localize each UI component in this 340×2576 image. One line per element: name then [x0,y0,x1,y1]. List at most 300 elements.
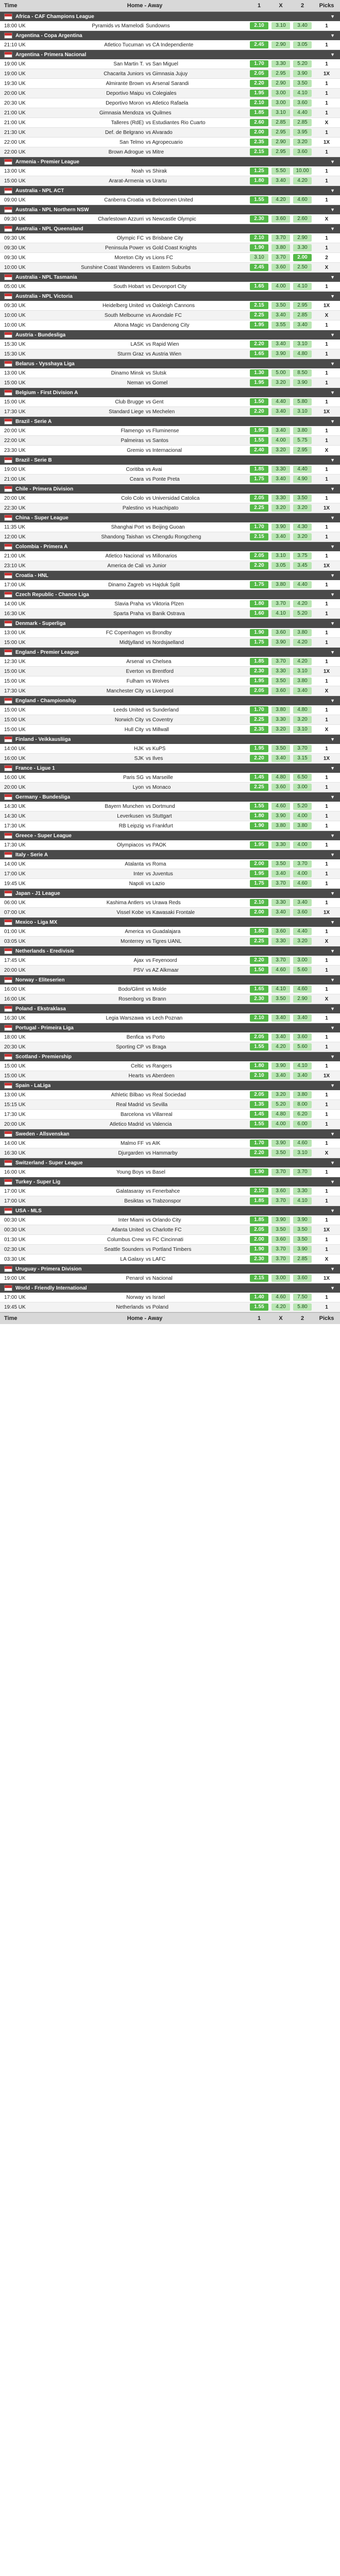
odd-x[interactable]: 3.50 [271,745,290,752]
odd-2[interactable]: 3.80 [293,677,312,685]
odd-2[interactable]: 4.00 [293,870,312,877]
odd-x[interactable]: 3.30 [271,60,290,67]
odd-x[interactable]: 3.30 [271,841,290,849]
match-row[interactable] [0,840,340,850]
match-teams[interactable] [41,1112,248,1117]
match-row[interactable] [0,1167,340,1177]
match-teams[interactable] [41,842,248,848]
match-row[interactable] [0,263,340,273]
match-row[interactable] [0,1042,340,1052]
expand-icon[interactable]: ▼ [330,188,335,193]
odd-2[interactable]: 4.10 [293,283,312,290]
odd-2[interactable]: 3.40 [293,321,312,329]
match-row[interactable] [0,821,340,831]
odd-2[interactable]: 3.80 [293,822,312,829]
match-teams[interactable] [41,727,248,733]
odd-2[interactable]: 3.90 [293,1246,312,1253]
match-teams[interactable] [41,100,248,106]
match-teams[interactable] [41,524,248,530]
match-row[interactable] [0,1255,340,1264]
odd-1[interactable]: 2.00 [250,909,268,916]
odd-2[interactable]: 3.60 [293,1275,312,1282]
expand-icon[interactable]: ▼ [330,457,335,463]
odd-x[interactable]: 3.20 [271,1091,290,1098]
expand-icon[interactable]: ▼ [330,515,335,520]
odd-2[interactable]: 5.20 [293,610,312,617]
odd-x[interactable]: 3.20 [271,726,290,733]
match-teams[interactable] [41,342,248,347]
odd-x[interactable]: 3.55 [271,321,290,329]
odd-x[interactable]: 3.70 [271,658,290,665]
odd-1[interactable]: 1.95 [250,745,268,752]
match-teams[interactable] [41,265,248,270]
match-row[interactable] [0,436,340,446]
odd-x[interactable]: 3.00 [271,1275,290,1282]
odd-2[interactable]: 3.20 [293,716,312,723]
match-row[interactable] [0,349,340,359]
match-teams[interactable] [41,23,248,29]
odd-1[interactable]: 2.00 [250,1236,268,1243]
odd-x[interactable]: 3.60 [271,629,290,636]
league-header[interactable] [0,273,340,282]
odd-2[interactable]: 2.95 [293,302,312,309]
odd-x[interactable]: 3.40 [271,341,290,348]
odd-2[interactable]: 4.60 [293,880,312,887]
league-header[interactable] [0,330,340,340]
match-teams[interactable] [41,313,248,318]
expand-icon[interactable]: ▼ [330,737,335,742]
odd-x[interactable]: 3.90 [271,1216,290,1224]
match-teams[interactable] [41,235,248,241]
match-row[interactable] [0,965,340,975]
match-row[interactable] [0,233,340,243]
odd-1[interactable]: 3.10 [250,254,268,261]
odd-x[interactable]: 3.40 [271,408,290,415]
expand-icon[interactable]: ▼ [330,1083,335,1088]
odd-x[interactable]: 3.60 [271,264,290,271]
match-row[interactable] [0,580,340,590]
match-row[interactable] [0,1196,340,1206]
odd-1[interactable]: 2.05 [250,1033,268,1041]
expand-icon[interactable]: ▼ [330,621,335,626]
match-teams[interactable] [41,216,248,222]
match-teams[interactable] [41,1044,248,1050]
odd-x[interactable]: 3.50 [271,677,290,685]
odd-x[interactable]: 3.70 [271,957,290,964]
odd-1[interactable]: 1.65 [250,986,268,993]
odd-1[interactable]: 1.95 [250,379,268,386]
odd-2[interactable]: 3.50 [293,495,312,502]
odd-x[interactable]: 3.50 [271,860,290,868]
odd-x[interactable]: 3.90 [271,1140,290,1147]
odd-1[interactable]: 2.20 [250,755,268,762]
odd-1[interactable]: 2.10 [250,1014,268,1022]
match-row[interactable] [0,1100,340,1110]
league-header[interactable] [0,946,340,956]
odd-x[interactable]: 4.60 [271,803,290,810]
match-teams[interactable] [41,1257,248,1262]
odd-1[interactable]: 2.20 [250,1149,268,1157]
odd-2[interactable]: 3.60 [293,148,312,156]
match-teams[interactable] [41,669,248,674]
match-row[interactable] [0,783,340,792]
match-row[interactable] [0,898,340,908]
match-teams[interactable] [41,448,248,453]
odd-1[interactable]: 1.45 [250,774,268,781]
expand-icon[interactable]: ▼ [330,852,335,857]
odd-x[interactable]: 3.40 [271,312,290,319]
odd-2[interactable]: 3.20 [293,938,312,945]
odd-x[interactable]: 2.95 [271,70,290,77]
odd-1[interactable]: 1.70 [250,523,268,531]
match-teams[interactable] [41,1035,248,1040]
odd-2[interactable]: 5.60 [293,1043,312,1050]
odd-1[interactable]: 1.55 [250,437,268,444]
match-teams[interactable] [41,428,248,434]
odd-1[interactable]: 2.10 [250,99,268,107]
odd-2[interactable]: 3.75 [293,552,312,560]
league-header[interactable] [0,31,340,40]
odd-x[interactable]: 2.95 [271,129,290,136]
league-header[interactable] [0,764,340,773]
match-row[interactable] [0,1187,340,1196]
league-header[interactable] [0,186,340,195]
match-teams[interactable] [41,1150,248,1156]
match-teams[interactable] [41,582,248,588]
odd-x[interactable]: 3.70 [271,600,290,607]
odd-1[interactable]: 1.90 [250,244,268,251]
match-row[interactable] [0,503,340,513]
odd-1[interactable]: 2.20 [250,341,268,348]
odd-x[interactable]: 4.60 [271,967,290,974]
odd-2[interactable]: 3.40 [293,899,312,906]
league-header[interactable] [0,648,340,657]
odd-x[interactable]: 4.00 [271,283,290,290]
odd-1[interactable]: 1.85 [250,1197,268,1205]
match-row[interactable] [0,994,340,1004]
match-row[interactable] [0,1235,340,1245]
match-row[interactable] [0,705,340,715]
odd-1[interactable]: 2.20 [250,562,268,569]
match-teams[interactable] [41,630,248,636]
match-teams[interactable] [41,351,248,357]
odd-1[interactable]: 1.90 [250,629,268,636]
match-row[interactable] [0,368,340,378]
odd-x[interactable]: 3.40 [271,177,290,184]
odd-1[interactable]: 1.65 [250,350,268,358]
match-teams[interactable] [41,1063,248,1069]
match-teams[interactable] [41,553,248,559]
expand-icon[interactable]: ▼ [330,977,335,982]
odd-1[interactable]: 1.75 [250,581,268,588]
match-teams[interactable] [41,168,248,174]
odd-1[interactable]: 2.30 [250,995,268,1003]
odd-2[interactable]: 3.10 [293,726,312,733]
league-header[interactable] [0,590,340,599]
odd-2[interactable]: 3.30 [293,1188,312,1195]
odd-1[interactable]: 2.35 [250,726,268,733]
expand-icon[interactable]: ▼ [330,1006,335,1011]
odd-2[interactable]: 3.95 [293,129,312,136]
odd-1[interactable]: 1.95 [250,841,268,849]
match-row[interactable] [0,811,340,821]
match-teams[interactable] [41,303,248,309]
match-row[interactable] [0,532,340,542]
expand-icon[interactable]: ▼ [330,794,335,800]
odd-2[interactable]: 2.90 [293,234,312,242]
match-row[interactable] [0,1120,340,1129]
expand-icon[interactable]: ▼ [330,33,335,38]
odd-2[interactable]: 2.50 [293,264,312,271]
odd-1[interactable]: 2.15 [250,1275,268,1282]
expand-icon[interactable]: ▼ [330,486,335,492]
odd-1[interactable]: 2.10 [250,899,268,906]
odd-1[interactable]: 2.00 [250,860,268,868]
league-header[interactable] [0,975,340,985]
odd-1[interactable]: 1.95 [250,90,268,97]
expand-icon[interactable]: ▼ [330,1025,335,1030]
match-teams[interactable] [41,1276,248,1281]
odd-1[interactable]: 2.10 [250,234,268,242]
match-row[interactable] [0,522,340,532]
match-row[interactable] [0,301,340,311]
match-row[interactable] [0,214,340,224]
odd-2[interactable]: 4.60 [293,986,312,993]
odd-x[interactable]: 3.40 [271,1014,290,1022]
league-header[interactable] [0,388,340,397]
match-teams[interactable] [41,679,248,684]
odd-x[interactable]: 3.40 [271,870,290,877]
odd-1[interactable]: 2.05 [250,495,268,502]
odd-2[interactable]: 4.40 [293,466,312,473]
odd-x[interactable]: 3.90 [271,523,290,531]
match-row[interactable] [0,638,340,648]
match-teams[interactable] [41,688,248,694]
league-header[interactable] [0,619,340,628]
match-teams[interactable] [41,929,248,935]
odd-2[interactable]: 7.50 [293,1294,312,1301]
odd-x[interactable]: 3.60 [271,928,290,935]
odd-x[interactable]: 3.80 [271,581,290,588]
match-row[interactable] [0,937,340,946]
expand-icon[interactable]: ▼ [330,891,335,896]
match-teams[interactable] [41,399,248,405]
odd-1[interactable]: 1.90 [250,1168,268,1176]
match-row[interactable] [0,118,340,128]
odd-1[interactable]: 2.10 [250,22,268,29]
odd-x[interactable]: 3.30 [271,495,290,502]
league-header[interactable] [0,224,340,233]
match-row[interactable] [0,744,340,754]
odd-1[interactable]: 2.15 [250,302,268,309]
odd-2[interactable]: 3.00 [293,957,312,964]
odd-2[interactable]: 3.50 [293,80,312,87]
match-row[interactable] [0,1302,340,1312]
odd-1[interactable]: 2.45 [250,41,268,48]
odd-1[interactable]: 2.25 [250,938,268,945]
match-row[interactable] [0,1293,340,1302]
odd-2[interactable]: 2.00 [293,254,312,261]
match-row[interactable] [0,561,340,571]
odd-2[interactable]: 3.10 [293,668,312,675]
odd-2[interactable]: 3.90 [293,1216,312,1224]
match-row[interactable] [0,754,340,764]
odd-2[interactable]: 4.60 [293,1140,312,1147]
odd-x[interactable]: 3.80 [271,706,290,714]
odd-x[interactable]: 3.70 [271,1246,290,1253]
match-row[interactable] [0,79,340,89]
match-row[interactable] [0,108,340,118]
league-header[interactable] [0,513,340,522]
match-row[interactable] [0,446,340,455]
match-row[interactable] [0,879,340,889]
match-row[interactable] [0,253,340,263]
match-teams[interactable] [41,1170,248,1175]
match-row[interactable] [0,1061,340,1071]
odd-2[interactable]: 3.40 [293,687,312,694]
expand-icon[interactable]: ▼ [330,573,335,578]
match-row[interactable] [0,1215,340,1225]
match-teams[interactable] [41,370,248,376]
match-row[interactable] [0,725,340,735]
match-teams[interactable] [41,323,248,328]
odd-x[interactable]: 2.95 [271,148,290,156]
match-teams[interactable] [41,534,248,540]
match-teams[interactable] [41,1247,248,1252]
odd-2[interactable]: 4.80 [293,706,312,714]
odd-1[interactable]: 2.30 [250,215,268,223]
odd-1[interactable]: 1.90 [250,1246,268,1253]
match-row[interactable] [0,667,340,676]
odd-x[interactable]: 3.50 [271,302,290,309]
league-header[interactable] [0,1004,340,1013]
expand-icon[interactable]: ▼ [330,948,335,954]
odd-x[interactable]: 3.90 [271,1062,290,1070]
odd-2[interactable]: 2.85 [293,119,312,126]
match-teams[interactable] [41,245,248,251]
odd-2[interactable]: 3.10 [293,341,312,348]
odd-1[interactable]: 1.80 [250,928,268,935]
odd-2[interactable]: 10.00 [293,167,312,175]
odd-2[interactable]: 4.80 [293,350,312,358]
odd-x[interactable]: 3.70 [271,1256,290,1263]
match-row[interactable] [0,657,340,667]
odd-2[interactable]: 4.10 [293,1197,312,1205]
league-header[interactable] [0,918,340,927]
odd-x[interactable]: 3.40 [271,909,290,916]
expand-icon[interactable]: ▼ [330,544,335,549]
match-row[interactable] [0,715,340,725]
match-row[interactable] [0,474,340,484]
match-teams[interactable] [41,1122,248,1127]
odd-2[interactable]: 3.20 [293,533,312,540]
match-row[interactable] [0,628,340,638]
match-row[interactable] [0,147,340,157]
odd-1[interactable]: 2.25 [250,716,268,723]
odd-1[interactable]: 1.50 [250,967,268,974]
odd-2[interactable]: 4.20 [293,177,312,184]
odd-1[interactable]: 2.40 [250,447,268,454]
expand-icon[interactable]: ▼ [330,419,335,424]
expand-icon[interactable]: ▼ [330,1179,335,1184]
league-header[interactable] [0,696,340,705]
odd-2[interactable]: 4.20 [293,658,312,665]
match-teams[interactable] [41,958,248,963]
odd-x[interactable]: 4.10 [271,986,290,993]
match-row[interactable] [0,908,340,918]
league-header[interactable] [0,359,340,368]
league-header[interactable] [0,735,340,744]
odd-2[interactable]: 3.80 [293,629,312,636]
match-teams[interactable] [41,130,248,135]
league-header[interactable] [0,1129,340,1139]
match-teams[interactable] [41,1189,248,1194]
odd-x[interactable]: 3.05 [271,562,290,569]
odd-x[interactable]: 3.10 [271,552,290,560]
match-row[interactable] [0,1225,340,1235]
odd-2[interactable]: 6.50 [293,774,312,781]
odd-x[interactable]: 3.40 [271,1033,290,1041]
odd-2[interactable]: 4.20 [293,639,312,646]
odd-2[interactable]: 3.80 [293,427,312,434]
odd-x[interactable]: 4.20 [271,196,290,204]
match-teams[interactable] [41,814,248,819]
odd-x[interactable]: 3.50 [271,1149,290,1157]
odd-2[interactable]: 5.20 [293,803,312,810]
match-row[interactable] [0,176,340,186]
league-header[interactable] [0,571,340,580]
match-teams[interactable] [41,1237,248,1243]
odd-x[interactable]: 4.80 [271,774,290,781]
odd-x[interactable]: 4.80 [271,1111,290,1118]
odd-1[interactable]: 1.85 [250,109,268,116]
match-teams[interactable] [41,505,248,511]
odd-2[interactable]: 3.20 [293,504,312,512]
match-teams[interactable] [41,1227,248,1233]
odd-1[interactable]: 1.75 [250,476,268,483]
match-row[interactable] [0,1148,340,1158]
match-teams[interactable] [41,42,248,48]
odd-x[interactable]: 3.80 [271,822,290,829]
match-teams[interactable] [41,120,248,126]
expand-icon[interactable]: ▼ [330,1054,335,1059]
match-row[interactable] [0,397,340,407]
odd-2[interactable]: 8.00 [293,1101,312,1108]
odd-2[interactable]: 3.05 [293,41,312,48]
match-row[interactable] [0,1013,340,1023]
odd-x[interactable]: 3.70 [271,1197,290,1205]
odd-1[interactable]: 2.25 [250,504,268,512]
odd-2[interactable]: 3.10 [293,1149,312,1157]
match-row[interactable] [0,609,340,619]
odd-1[interactable]: 1.80 [250,177,268,184]
odd-1[interactable]: 2.20 [250,408,268,415]
match-teams[interactable] [41,611,248,617]
odd-x[interactable]: 3.40 [271,427,290,434]
match-row[interactable] [0,21,340,31]
expand-icon[interactable]: ▼ [330,766,335,771]
match-teams[interactable] [41,149,248,155]
odd-2[interactable]: 3.70 [293,860,312,868]
match-row[interactable] [0,59,340,69]
match-row[interactable] [0,426,340,436]
match-teams[interactable] [41,968,248,973]
expand-icon[interactable]: ▼ [330,361,335,366]
odd-1[interactable]: 1.70 [250,706,268,714]
odd-x[interactable]: 3.20 [271,447,290,454]
odd-2[interactable]: 3.60 [293,99,312,107]
odd-2[interactable]: 3.50 [293,1236,312,1243]
